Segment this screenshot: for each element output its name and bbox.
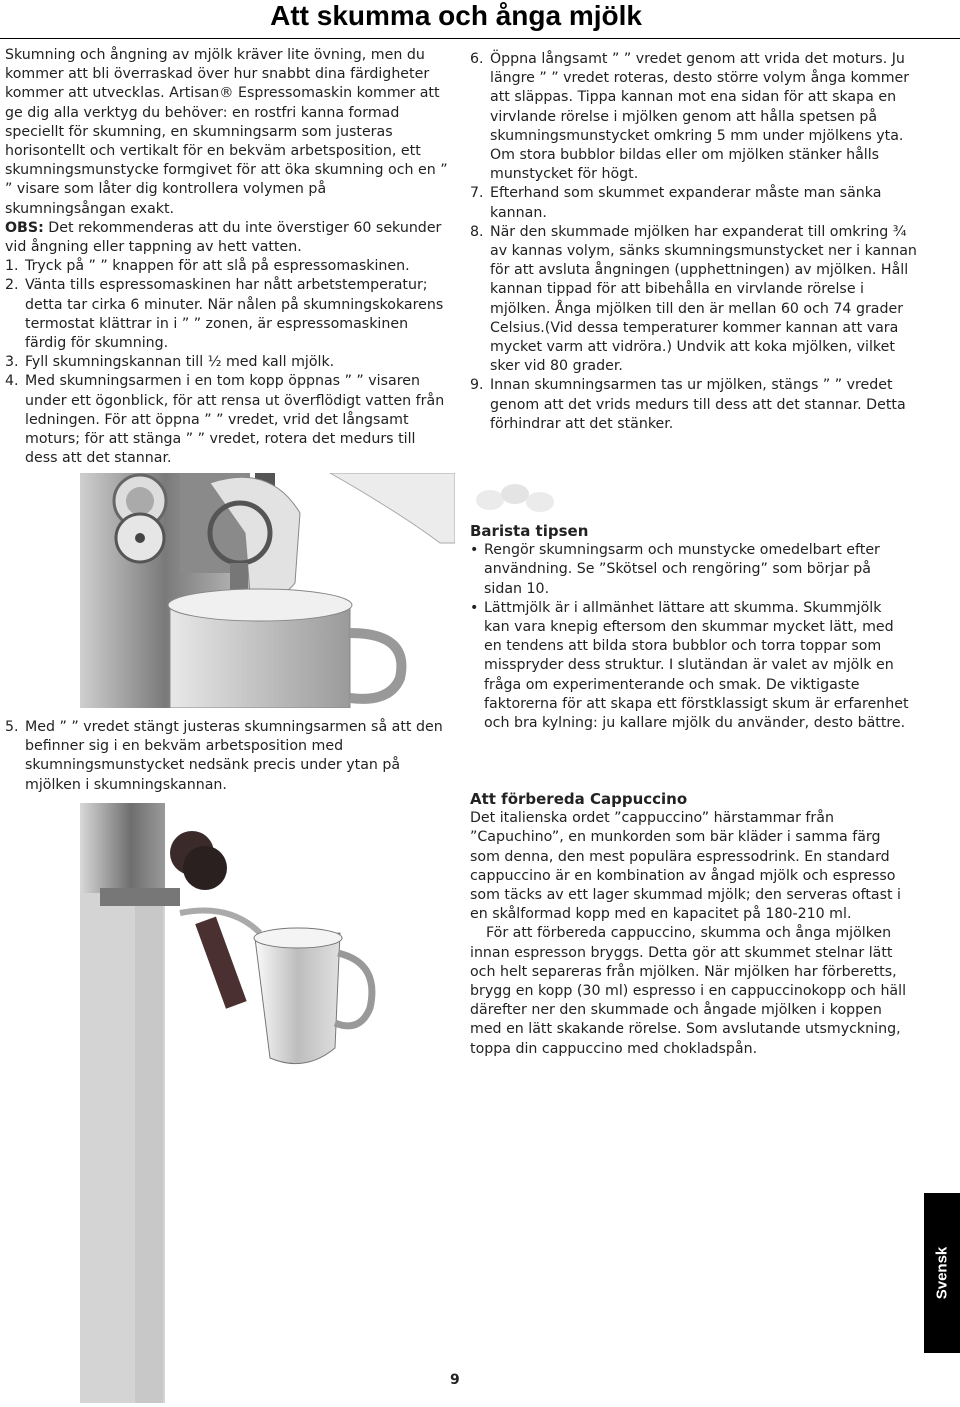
language-tab	[924, 1193, 960, 1353]
list-item	[470, 541, 910, 599]
list-item	[5, 372, 450, 468]
bullet-icon: •	[470, 542, 479, 559]
step-number: 4.	[5, 373, 19, 390]
barista-tips	[470, 522, 910, 733]
intro-paragraph: Skumning och ångning av mjölk kräver lite övning, men du kommer att bli överraskad över hur snabbt dina färdigheter kommer att utvecklas. Artisan® Espressomaskin kommer att ge dig alla verktyg du behöver: en rostfri kanna formad speciellt för skumning, en skumningsarm som justeras horisontellt och vertikalt för en bekväm arbetsposition, ett skumningsmunstycke formgivet för att öka skumning och en ” ” visare som låter dig kontrollera volymen på skumningsångan exakt.	[5, 47, 448, 217]
page-title: Att skumma och ånga mjölk	[270, 0, 642, 31]
step-number: 3.	[5, 354, 19, 371]
list-item	[470, 599, 910, 733]
cappuccino-paragraph-2: För att förbereda cappuccino, skumma och ånga mjölken innan espresson bryggs. Detta gör att skummet stelnar lätt och helt separeras från mjölken. När mjölken har förberetts, brygg en kopp (30 ml) espresso i en cappuccinokopp och häll därefter ner den skummade och ångade mjölken i koppen med en lätt skakande rörelse. Som avslutande utsmyckning, toppa din cappuccino med chokladspån.	[470, 925, 907, 1057]
list-item	[5, 718, 450, 795]
title-rule	[0, 38, 960, 39]
list-item	[470, 376, 920, 434]
step-number: 9.	[470, 377, 484, 394]
step-text: När den skummade mjölken har expanderat till omkring ¾ av kannas volym, sänks skumningsmunstycket ner i kannan för att avsluta ångningen (upphettningen) av mjölken. Håll kannan tippad för att bibehålla en virvlande rörelse i mjölken. Ånga mjölken till den är mellan 60 och 74 grader Celsius.(Vid dessa temperaturer kommer kannan att vara mycket varm att vidröra.) Undvik att koka mjölken, vilket sker vid 80 grader.	[490, 223, 917, 375]
bullet-text: Lättmjölk är i allmänhet lättare att skumma. Skummjölk kan vara knepig eftersom den skummar mycket lätt, med en tendens att bilda stora bubblor och torra toppar som misspryder dess struktur. I slutändan är valet av mjölk en fråga om experimenterande och smak. De viktigaste faktorerna för att skapa ett förstklassigt skum är erfarenhet och bra kylning: ju kallare mjölk du använder, desto bättre.	[484, 599, 909, 732]
obs-text: Det rekommenderas att du inte överstiger 60 sekunder vid ångning eller tappning av hett vatten.	[5, 219, 442, 256]
right-column	[470, 50, 920, 434]
step-number: 7.	[470, 185, 484, 202]
list-item	[470, 50, 920, 184]
step-text: Efterhand som skummet expanderar måste man sänka kannan.	[490, 185, 882, 221]
illustration-steam-wand-cup	[80, 473, 455, 708]
list-item	[470, 223, 920, 377]
step-number: 2.	[5, 277, 19, 294]
step-number: 8.	[470, 223, 484, 240]
machine-pitcher-drawing	[80, 803, 455, 1403]
list-item	[470, 184, 920, 222]
step-text: Med ” ” vredet stängt justeras skumningsarmen så att den befinner sig i en bekväm arbetsposition med skumningsmunstycket nedsänk precis under ytan på mjölken i skumningskannan.	[25, 719, 443, 793]
step-number: 6.	[470, 51, 484, 67]
step-5	[5, 718, 450, 795]
language-tab-label: Svensk	[933, 1246, 951, 1300]
illustration-steam-wand-pitcher	[80, 803, 455, 1403]
cappuccino-paragraph-1: Det italienska ordet ”cappuccino” härstammar från ”Capuchino”, en munkorden som bär kläder i samma färg som denna, den mest populära espressodrink. En standard cappuccino är en kombination av ångad mjölk och espresso som täcks av ett lager skummad mjölk; den serveras oftast i en skålformad kopp med en kapacitet på 180-210 ml.	[470, 810, 901, 923]
step-text: Fyll skumningskannan till ½ med kall mjölk.	[25, 354, 335, 371]
obs-label: OBS:	[5, 219, 44, 236]
machine-cup-drawing	[80, 473, 455, 708]
tips-heading: Barista tipsen	[470, 522, 589, 540]
page-number: 9	[450, 1372, 460, 1388]
list-item	[5, 257, 450, 276]
coffee-beans-icon	[470, 478, 570, 518]
step-number: 5.	[5, 719, 19, 735]
step-text: Vänta tills espressomaskinen har nått arbetstemperatur; detta tar cirka 6 minuter. När nålen på skumningskokarens termostat klättrar in i ” ” zonen, är espressomaskinen färdig för skumning.	[25, 277, 444, 352]
step-text: Med skumningsarmen i en tom kopp öppnas ” ” visaren under ett ögonblick, för att rensa ut överflödigt vatten från ledningen. För att öppna ” ” vredet, vrid det långsamt moturs; för att stänga ” ” vredet, rotera det medurs till dess att det stannar.	[25, 373, 445, 467]
step-number: 1.	[5, 258, 19, 275]
step-text: Öppna långsamt ” ” vredet genom att vrida det moturs. Ju längre ” ” vredet roteras, desto större volym ånga kommer att släppas. Tippa kannan mot ena sidan för att skapa en virvlande rörelse i mjölken genom att hålla spetsen på skumningsmunstycket omkring 5 mm under mjölkens yta. Om stora bubblor bildas eller om mjölken stänker hålls munstycket för högt.	[490, 51, 910, 183]
obs-note	[5, 219, 450, 257]
left-column	[5, 46, 450, 468]
list-item	[5, 353, 450, 372]
bullet-text: Rengör skumningsarm och munstycke omedelbart efter användning. Se ”Skötsel och rengöring” som börjar på sidan 10.	[484, 542, 880, 597]
step-text: Innan skumningsarmen tas ur mjölken, stängs ” ” vredet genom att det vrids medurs till dess att det stannar. Detta förhindrar att det stänker.	[490, 377, 906, 432]
list-item	[5, 276, 450, 353]
step-text: Tryck på ” ” knappen för att slå på espressomaskinen.	[25, 258, 410, 275]
cappuccino-section	[470, 790, 910, 1059]
cappuccino-heading: Att förbereda Cappuccino	[470, 790, 688, 808]
bullet-icon: •	[470, 599, 479, 616]
